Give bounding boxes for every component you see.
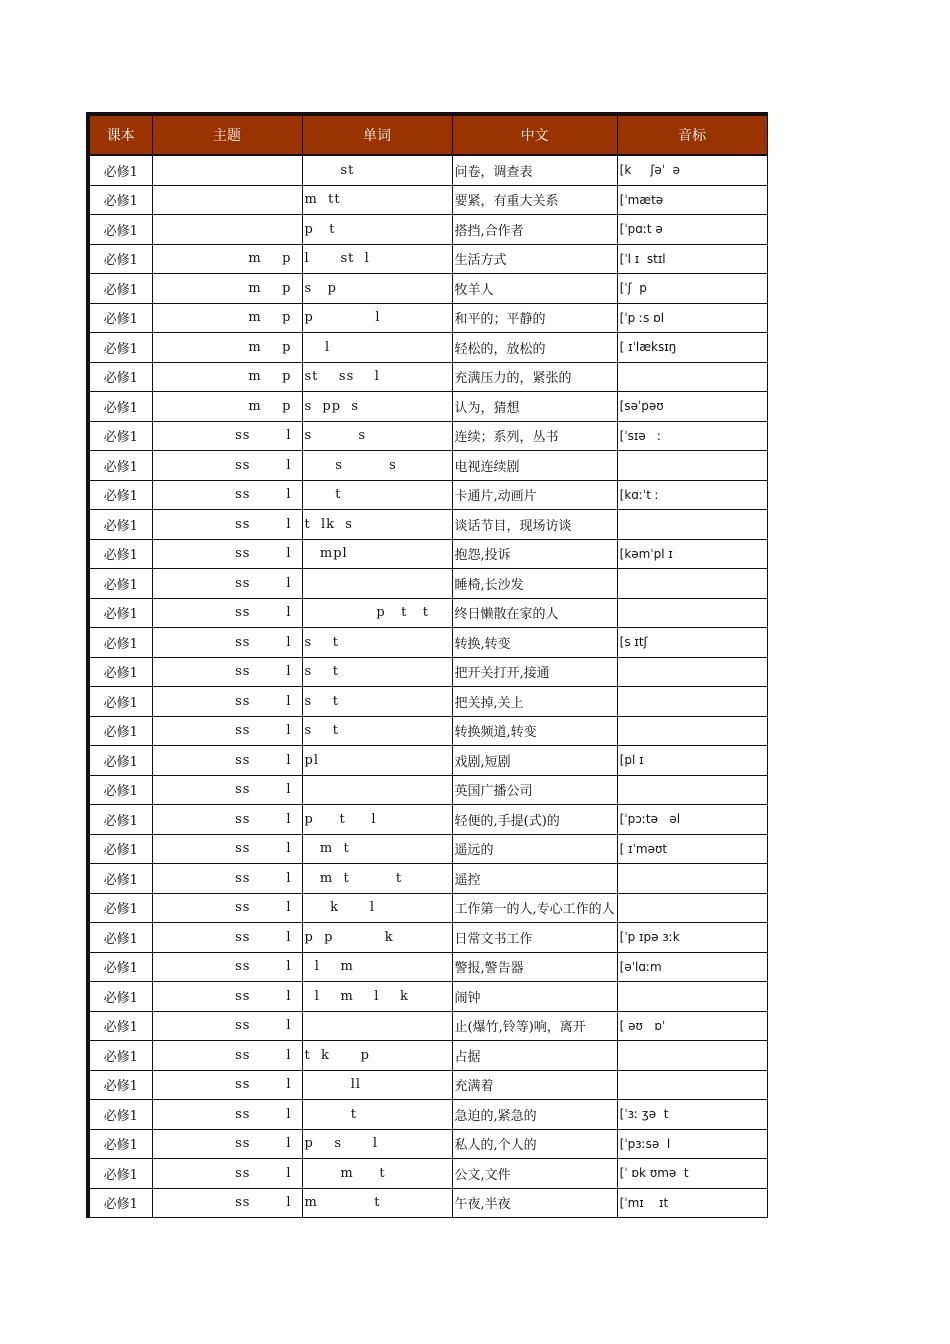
- table-row: [88, 480, 767, 510]
- cell-book[interactable]: 必修1: [88, 480, 152, 510]
- cell-phonetic[interactable]: [617, 510, 767, 540]
- cell-word[interactable]: p s l: [302, 1129, 452, 1159]
- cell-phonetic[interactable]: [ˈp ɪpə ɜːk: [617, 923, 767, 953]
- cell-topic[interactable]: [152, 215, 302, 245]
- cell-topic[interactable]: ss l: [152, 1011, 302, 1041]
- table-row: [88, 421, 767, 451]
- cell-book[interactable]: 必修1: [88, 244, 152, 274]
- cell-word[interactable]: st ss l: [302, 362, 452, 392]
- cell-phonetic[interactable]: [617, 893, 767, 923]
- cell-chinese[interactable]: 睡椅,长沙发: [452, 569, 617, 599]
- cell-topic[interactable]: ss l: [152, 1100, 302, 1130]
- table-row: [88, 598, 767, 628]
- cell-chinese[interactable]: 牧羊人: [452, 274, 617, 304]
- cell-word[interactable]: s t: [302, 687, 452, 717]
- cell-word[interactable]: l: [302, 333, 452, 363]
- cell-topic[interactable]: ss l: [152, 451, 302, 481]
- cell-book[interactable]: 必修1: [88, 185, 152, 215]
- cell-word[interactable]: m tt: [302, 185, 452, 215]
- cell-book[interactable]: 必修1: [88, 333, 152, 363]
- header-word[interactable]: 单词: [302, 114, 452, 155]
- cell-word[interactable]: t lk s: [302, 510, 452, 540]
- cell-book[interactable]: 必修1: [88, 451, 152, 481]
- cell-topic[interactable]: ss l: [152, 480, 302, 510]
- cell-phonetic[interactable]: [ˈl ɪ stɪl: [617, 244, 767, 274]
- cell-chinese[interactable]: 午夜,半夜: [452, 1188, 617, 1218]
- cell-topic[interactable]: ss l: [152, 864, 302, 894]
- cell-book[interactable]: 必修1: [88, 510, 152, 540]
- cell-book[interactable]: 必修1: [88, 687, 152, 717]
- cell-book[interactable]: 必修1: [88, 362, 152, 392]
- table-row: [88, 923, 767, 953]
- cell-word[interactable]: mpl: [302, 539, 452, 569]
- table-row: [88, 333, 767, 363]
- cell-word[interactable]: l m: [302, 952, 452, 982]
- cell-phonetic[interactable]: [617, 687, 767, 717]
- cell-topic[interactable]: ss l: [152, 1159, 302, 1189]
- cell-book[interactable]: 必修1: [88, 539, 152, 569]
- cell-chinese[interactable]: 和平的；平静的: [452, 303, 617, 333]
- cell-phonetic[interactable]: [ əʊ ɒˈ: [617, 1011, 767, 1041]
- cell-chinese[interactable]: 充满着: [452, 1070, 617, 1100]
- cell-chinese[interactable]: 日常文书工作: [452, 923, 617, 953]
- table-row: [88, 1041, 767, 1071]
- cell-topic[interactable]: [152, 185, 302, 215]
- table-row: [88, 893, 767, 923]
- cell-phonetic[interactable]: [617, 1041, 767, 1071]
- cell-book[interactable]: 必修1: [88, 155, 152, 185]
- table-row: [88, 1159, 767, 1189]
- table-row: [88, 657, 767, 687]
- cell-phonetic[interactable]: [ˈʃ p: [617, 274, 767, 304]
- table-row: [88, 982, 767, 1012]
- cell-phonetic[interactable]: [ ɪˈməʊt: [617, 834, 767, 864]
- cell-chinese[interactable]: 谈话节目，现场访谈: [452, 510, 617, 540]
- cell-topic[interactable]: ss l: [152, 775, 302, 805]
- cell-book[interactable]: 必修1: [88, 392, 152, 422]
- cell-topic[interactable]: ss l: [152, 1129, 302, 1159]
- cell-chinese[interactable]: 戏剧,短剧: [452, 746, 617, 776]
- cell-book[interactable]: 必修1: [88, 1100, 152, 1130]
- cell-chinese[interactable]: 要紧，有重大关系: [452, 185, 617, 215]
- cell-word[interactable]: t k p: [302, 1041, 452, 1071]
- table-row: [88, 1070, 767, 1100]
- cell-word[interactable]: s t: [302, 716, 452, 746]
- cell-chinese[interactable]: 遥控: [452, 864, 617, 894]
- table-row: [88, 215, 767, 245]
- cell-topic[interactable]: ss l: [152, 539, 302, 569]
- cell-book[interactable]: 必修1: [88, 982, 152, 1012]
- cell-phonetic[interactable]: [ˈpɔːtə əl: [617, 805, 767, 835]
- vocabulary-table: [86, 112, 768, 1218]
- cell-topic[interactable]: ss l: [152, 893, 302, 923]
- cell-word[interactable]: m t: [302, 834, 452, 864]
- header-phonetic[interactable]: 音标: [617, 114, 767, 155]
- cell-word[interactable]: p p k: [302, 923, 452, 953]
- cell-word[interactable]: l st l: [302, 244, 452, 274]
- table-row: [88, 716, 767, 746]
- cell-book[interactable]: 必修1: [88, 805, 152, 835]
- cell-book[interactable]: 必修1: [88, 775, 152, 805]
- table-row: [88, 775, 767, 805]
- cell-phonetic[interactable]: [ˈmɪ ɪt: [617, 1188, 767, 1218]
- cell-chinese[interactable]: 电视连续剧: [452, 451, 617, 481]
- cell-chinese[interactable]: 转换频道,转变: [452, 716, 617, 746]
- cell-book[interactable]: 必修1: [88, 303, 152, 333]
- cell-word[interactable]: st: [302, 155, 452, 185]
- cell-word[interactable]: m t t: [302, 864, 452, 894]
- cell-word[interactable]: pl: [302, 746, 452, 776]
- cell-topic[interactable]: ss l: [152, 687, 302, 717]
- cell-word[interactable]: s pp s: [302, 392, 452, 422]
- table-row: [88, 510, 767, 540]
- cell-topic[interactable]: ss l: [152, 598, 302, 628]
- cell-book[interactable]: 必修1: [88, 628, 152, 658]
- cell-word[interactable]: [302, 569, 452, 599]
- cell-word[interactable]: p t l: [302, 805, 452, 835]
- cell-phonetic[interactable]: [617, 657, 767, 687]
- cell-chinese[interactable]: 公文,文件: [452, 1159, 617, 1189]
- cell-topic[interactable]: ss l: [152, 569, 302, 599]
- cell-word[interactable]: s p: [302, 274, 452, 304]
- cell-chinese[interactable]: 轻便的,手提(式)的: [452, 805, 617, 835]
- cell-book[interactable]: 必修1: [88, 1159, 152, 1189]
- cell-word[interactable]: ll: [302, 1070, 452, 1100]
- table-row: [88, 628, 767, 658]
- cell-word[interactable]: m t: [302, 1159, 452, 1189]
- cell-book[interactable]: 必修1: [88, 657, 152, 687]
- cell-chinese[interactable]: 轻松的，放松的: [452, 333, 617, 363]
- cell-chinese[interactable]: 充满压力的，紧张的: [452, 362, 617, 392]
- cell-chinese[interactable]: 工作第一的人,专心工作的人: [452, 893, 617, 923]
- cell-chinese[interactable]: 搭挡,合作者: [452, 215, 617, 245]
- table-row: [88, 834, 767, 864]
- cell-book[interactable]: 必修1: [88, 834, 152, 864]
- cell-topic[interactable]: m p: [152, 303, 302, 333]
- cell-phonetic[interactable]: [617, 569, 767, 599]
- cell-word[interactable]: [302, 775, 452, 805]
- cell-phonetic[interactable]: [ˈpɜːsə l: [617, 1129, 767, 1159]
- header-topic[interactable]: 主题: [152, 114, 302, 155]
- cell-topic[interactable]: m p: [152, 362, 302, 392]
- cell-topic[interactable]: ss l: [152, 510, 302, 540]
- cell-book[interactable]: 必修1: [88, 1070, 152, 1100]
- table-row: [88, 392, 767, 422]
- cell-topic[interactable]: ss l: [152, 834, 302, 864]
- cell-topic[interactable]: ss l: [152, 923, 302, 953]
- table-row: [88, 864, 767, 894]
- cell-phonetic[interactable]: [pl ɪ: [617, 746, 767, 776]
- cell-book[interactable]: 必修1: [88, 598, 152, 628]
- cell-book[interactable]: 必修1: [88, 893, 152, 923]
- cell-book[interactable]: 必修1: [88, 1188, 152, 1218]
- cell-topic[interactable]: m p: [152, 274, 302, 304]
- cell-phonetic[interactable]: [617, 1070, 767, 1100]
- header-book[interactable]: 课本: [88, 114, 152, 155]
- cell-phonetic[interactable]: [k ʃəˈ ə: [617, 155, 767, 185]
- cell-topic[interactable]: m p: [152, 244, 302, 274]
- cell-chinese[interactable]: 英国广播公司: [452, 775, 617, 805]
- cell-book[interactable]: 必修1: [88, 274, 152, 304]
- cell-topic[interactable]: m p: [152, 392, 302, 422]
- table-body: [88, 155, 767, 1218]
- cell-phonetic[interactable]: [ˈpɑːt ə: [617, 215, 767, 245]
- cell-book[interactable]: 必修1: [88, 716, 152, 746]
- table-row: [88, 451, 767, 481]
- cell-chinese[interactable]: 警报,警告器: [452, 952, 617, 982]
- cell-phonetic[interactable]: [617, 982, 767, 1012]
- table-row: [88, 687, 767, 717]
- cell-phonetic[interactable]: [617, 716, 767, 746]
- cell-chinese[interactable]: 转换,转变: [452, 628, 617, 658]
- cell-word[interactable]: k l: [302, 893, 452, 923]
- cell-phonetic[interactable]: [617, 362, 767, 392]
- cell-word[interactable]: t: [302, 480, 452, 510]
- cell-word[interactable]: s s: [302, 451, 452, 481]
- cell-book[interactable]: 必修1: [88, 1011, 152, 1041]
- cell-phonetic[interactable]: [kɑːˈt ː: [617, 480, 767, 510]
- cell-topic[interactable]: ss l: [152, 982, 302, 1012]
- cell-phonetic[interactable]: [ˈmætə: [617, 185, 767, 215]
- cell-chinese[interactable]: 抱怨,投诉: [452, 539, 617, 569]
- cell-word[interactable]: s t: [302, 657, 452, 687]
- table-row: [88, 1188, 767, 1218]
- cell-chinese[interactable]: 把开关打开,接通: [452, 657, 617, 687]
- cell-phonetic[interactable]: [ˈ ɒk ʊmə t: [617, 1159, 767, 1189]
- cell-book[interactable]: 必修1: [88, 952, 152, 982]
- table-row: [88, 303, 767, 333]
- table-row: [88, 746, 767, 776]
- cell-topic[interactable]: ss l: [152, 1188, 302, 1218]
- cell-chinese[interactable]: 终日懒散在家的人: [452, 598, 617, 628]
- cell-word[interactable]: s s: [302, 421, 452, 451]
- cell-topic[interactable]: ss l: [152, 952, 302, 982]
- cell-book[interactable]: 必修1: [88, 923, 152, 953]
- cell-word[interactable]: s t: [302, 628, 452, 658]
- cell-book[interactable]: 必修1: [88, 569, 152, 599]
- cell-chinese[interactable]: 问卷，调查表: [452, 155, 617, 185]
- table-row: [88, 362, 767, 392]
- cell-chinese[interactable]: 占据: [452, 1041, 617, 1071]
- cell-chinese[interactable]: 生活方式: [452, 244, 617, 274]
- cell-phonetic[interactable]: [617, 598, 767, 628]
- cell-word[interactable]: p t: [302, 215, 452, 245]
- cell-word[interactable]: p t t: [302, 598, 452, 628]
- cell-phonetic[interactable]: [əˈlɑːm: [617, 952, 767, 982]
- cell-topic[interactable]: [152, 155, 302, 185]
- cell-book[interactable]: 必修1: [88, 1129, 152, 1159]
- cell-chinese[interactable]: 认为，猜想: [452, 392, 617, 422]
- cell-topic[interactable]: ss l: [152, 746, 302, 776]
- cell-phonetic[interactable]: [kəmˈpl ɪ: [617, 539, 767, 569]
- cell-phonetic[interactable]: [ ɪˈlæksɪŋ: [617, 333, 767, 363]
- cell-phonetic[interactable]: [617, 775, 767, 805]
- cell-phonetic[interactable]: [s ɪtʃ: [617, 628, 767, 658]
- cell-chinese[interactable]: 止(爆竹,铃等)响，离开: [452, 1011, 617, 1041]
- table-row: [88, 155, 767, 185]
- cell-topic[interactable]: ss l: [152, 1041, 302, 1071]
- cell-word[interactable]: t: [302, 1100, 452, 1130]
- table-row: [88, 1129, 767, 1159]
- table-row: [88, 185, 767, 215]
- cell-book[interactable]: 必修1: [88, 864, 152, 894]
- cell-phonetic[interactable]: [ˈɜː ʒə t: [617, 1100, 767, 1130]
- table-row: [88, 1100, 767, 1130]
- cell-topic[interactable]: ss l: [152, 421, 302, 451]
- cell-chinese[interactable]: 把关掉,关上: [452, 687, 617, 717]
- table-header: [88, 114, 767, 155]
- cell-phonetic[interactable]: [səˈpəʊ: [617, 392, 767, 422]
- cell-topic[interactable]: m p: [152, 333, 302, 363]
- table-row: [88, 805, 767, 835]
- table-row: [88, 1011, 767, 1041]
- table-row: [88, 952, 767, 982]
- cell-chinese[interactable]: 私人的,个人的: [452, 1129, 617, 1159]
- cell-chinese[interactable]: 连续；系列，丛书: [452, 421, 617, 451]
- cell-topic[interactable]: ss l: [152, 657, 302, 687]
- cell-phonetic[interactable]: [617, 451, 767, 481]
- cell-topic[interactable]: ss l: [152, 805, 302, 835]
- cell-phonetic[interactable]: [ˈsɪə ː: [617, 421, 767, 451]
- cell-phonetic[interactable]: [ˈp ːs ɒl: [617, 303, 767, 333]
- cell-book[interactable]: 必修1: [88, 215, 152, 245]
- table-row: [88, 539, 767, 569]
- cell-chinese[interactable]: 急迫的,紧急的: [452, 1100, 617, 1130]
- cell-book[interactable]: 必修1: [88, 421, 152, 451]
- cell-book[interactable]: 必修1: [88, 1041, 152, 1071]
- cell-word[interactable]: p l: [302, 303, 452, 333]
- cell-book[interactable]: 必修1: [88, 746, 152, 776]
- cell-topic[interactable]: ss l: [152, 716, 302, 746]
- cell-topic[interactable]: ss l: [152, 628, 302, 658]
- table-row: [88, 569, 767, 599]
- cell-chinese[interactable]: 卡通片,动画片: [452, 480, 617, 510]
- cell-word[interactable]: l m l k: [302, 982, 452, 1012]
- cell-word[interactable]: m t: [302, 1188, 452, 1218]
- cell-chinese[interactable]: 闹钟: [452, 982, 617, 1012]
- cell-topic[interactable]: ss l: [152, 1070, 302, 1100]
- cell-phonetic[interactable]: [617, 864, 767, 894]
- cell-word[interactable]: [302, 1011, 452, 1041]
- header-chinese[interactable]: 中文: [452, 114, 617, 155]
- table-row: [88, 244, 767, 274]
- cell-chinese[interactable]: 遥远的: [452, 834, 617, 864]
- table-row: [88, 274, 767, 304]
